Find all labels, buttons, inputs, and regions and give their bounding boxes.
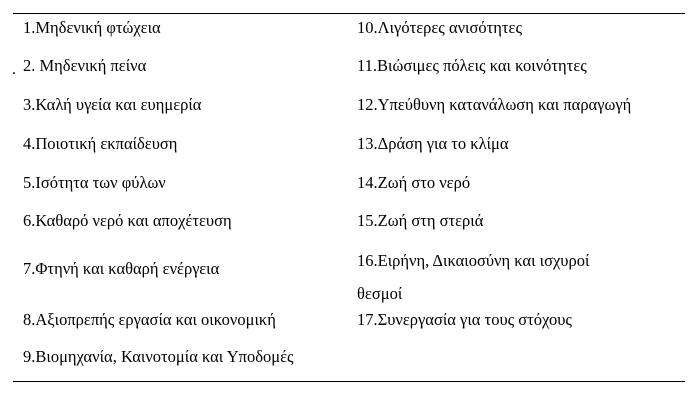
- goal-16-continuation: θεσμοί: [357, 284, 403, 303]
- goal-10: 10.Λιγότερες ανισότητες: [357, 18, 522, 37]
- goal-5: 5.Ισότητα των φύλων: [23, 173, 166, 192]
- goal-2: 2. Μηδενική πείνα: [23, 56, 147, 75]
- goal-7: 7.Φτηνή και καθαρή ενέργεια: [23, 259, 220, 278]
- goal-8: 8.Αξιοπρεπής εργασία και οικονομική: [23, 310, 276, 329]
- goal-3: 3.Καλή υγεία και ευημερία: [23, 95, 202, 114]
- goal-13: 13.Δράση για το κλίμα: [357, 134, 509, 153]
- stray-dot: .: [12, 61, 16, 78]
- goal-4: 4.Ποιοτική εκπαίδευση: [23, 134, 178, 153]
- goal-17: 17.Συνεργασία για τους στόχους: [357, 310, 572, 329]
- goal-1: 1.Μηδενική φτώχεια: [23, 18, 161, 37]
- goal-6: 6.Καθαρό νερό και αποχέτευση: [23, 211, 232, 230]
- table-bottom-rule: [13, 381, 685, 382]
- table-top-rule: [13, 13, 685, 14]
- goal-11: 11.Βιώσιμες πόλεις και κοινότητες: [357, 56, 587, 75]
- goal-12: 12.Υπεύθυνη κατανάλωση και παραγωγή: [357, 95, 632, 114]
- goal-16: 16.Ειρήνη, Δικαιοσύνη και ισχυροί: [357, 251, 590, 270]
- goal-15: 15.Ζωή στη στεριά: [357, 211, 484, 230]
- goal-9: 9.Βιομηχανία, Καινοτομία και Υποδομές: [23, 347, 294, 366]
- goal-14: 14.Ζωή στο νερό: [357, 173, 471, 192]
